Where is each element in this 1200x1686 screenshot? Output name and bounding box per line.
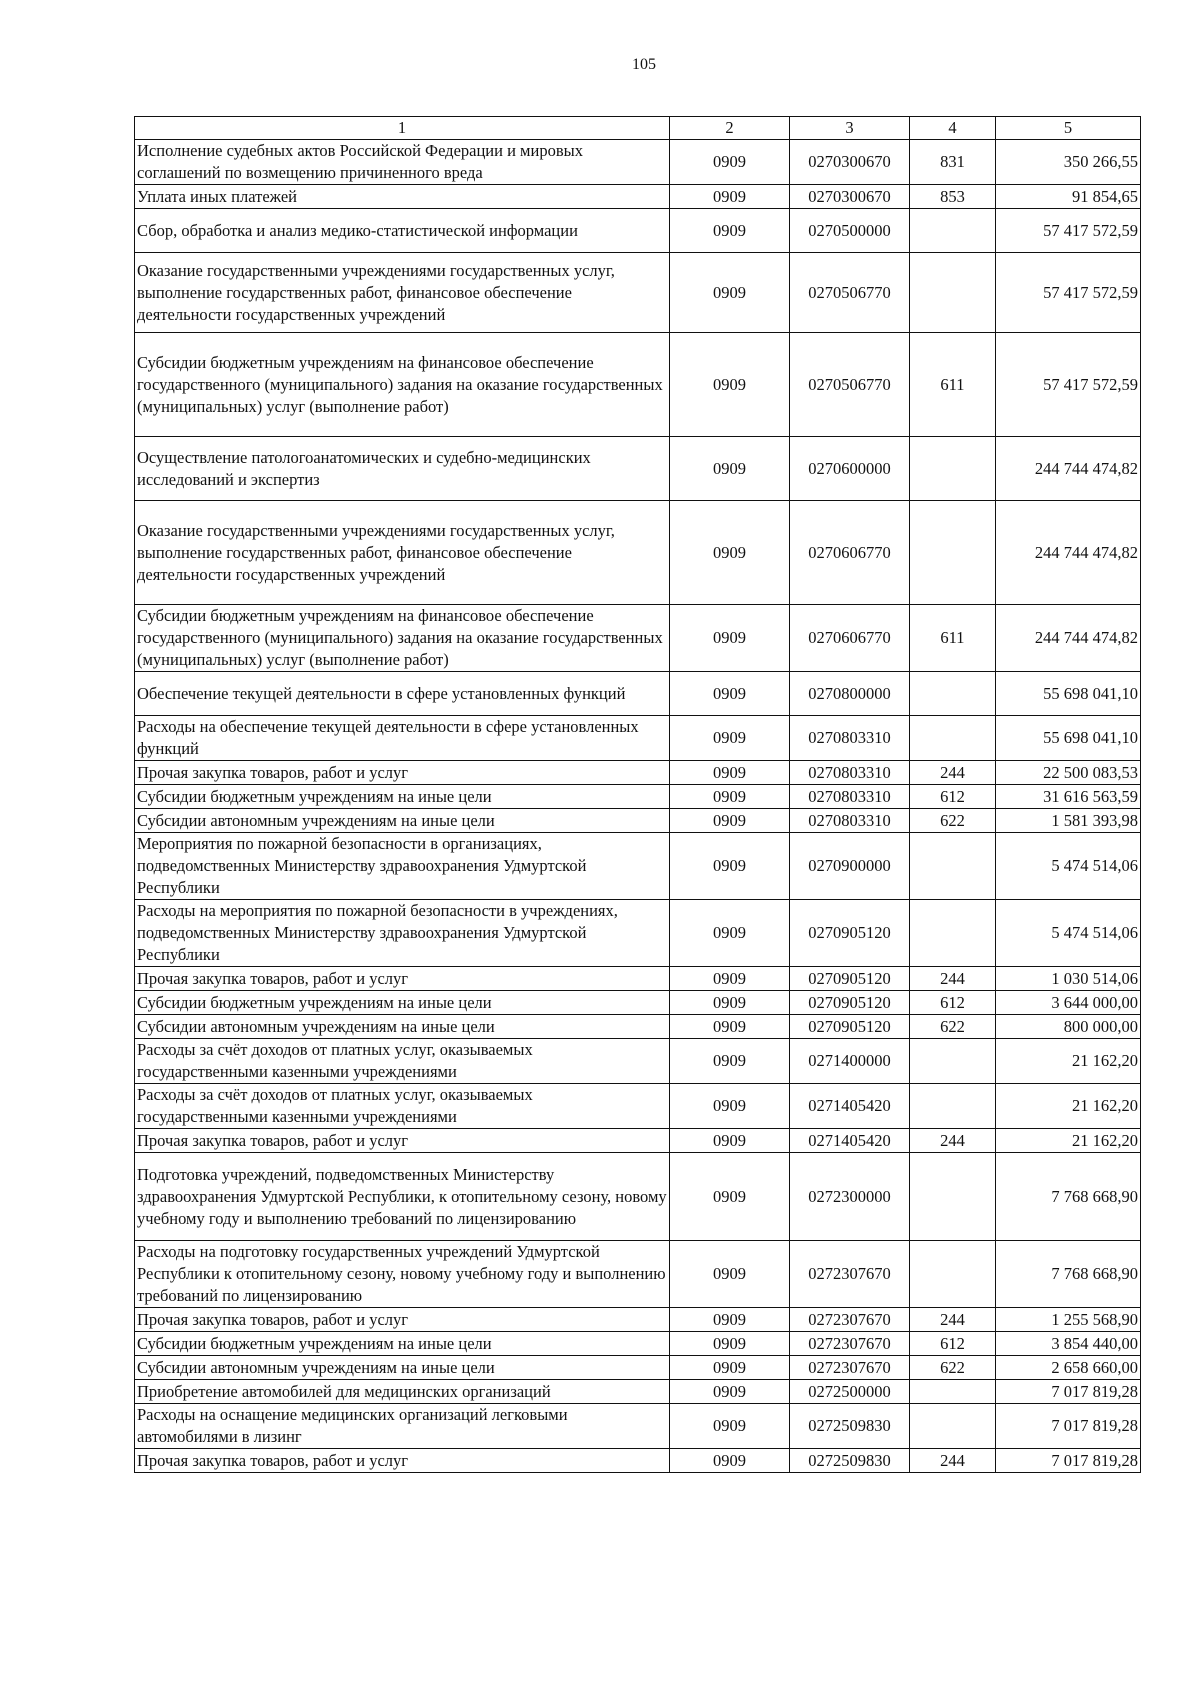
table-row [135,140,1141,185]
row-sum-cell: 7 768 668,90 [996,1153,1141,1241]
table-row [135,605,1141,672]
row-csr-cell: 0272307670 [790,1241,910,1308]
row-vr-cell [910,833,996,900]
row-vr-cell: 612 [910,785,996,809]
row-csr-cell: 0272509830 [790,1449,910,1473]
row-vr-cell [910,1380,996,1404]
table-row [135,1039,1141,1084]
column-header-section: 2 [670,117,790,140]
row-name-cell: Расходы на обеспечение текущей деятельности в сфере установленных функций [135,716,670,761]
row-sum-cell: 3 644 000,00 [996,991,1141,1015]
row-sum-cell: 31 616 563,59 [996,785,1141,809]
table-row [135,761,1141,785]
column-header-sum: 5 [996,117,1141,140]
row-name-cell: Субсидии бюджетным учреждениям на финансовое обеспечение государственного (муниципального) задания на оказание государственных (муниципальных) услуг (выполнение работ) [135,333,670,437]
row-section-cell: 0909 [670,333,790,437]
row-csr-cell: 0270905120 [790,991,910,1015]
row-section-cell: 0909 [670,761,790,785]
row-sum-cell: 2 658 660,00 [996,1356,1141,1380]
row-name-cell: Уплата иных платежей [135,185,670,209]
row-csr-cell: 0270803310 [790,809,910,833]
row-name-cell: Обеспечение текущей деятельности в сфере установленных функций [135,672,670,716]
row-vr-cell [910,716,996,761]
table-row [135,1129,1141,1153]
row-csr-cell: 0270300670 [790,140,910,185]
row-vr-cell: 244 [910,1129,996,1153]
row-sum-cell: 244 744 474,82 [996,605,1141,672]
row-vr-cell [910,1039,996,1084]
row-sum-cell: 57 417 572,59 [996,209,1141,253]
row-sum-cell: 1 030 514,06 [996,967,1141,991]
row-csr-cell: 0270606770 [790,501,910,605]
row-name-cell: Расходы за счёт доходов от платных услуг, оказываемых государственными казенными учреждениями [135,1039,670,1084]
row-section-cell: 0909 [670,1015,790,1039]
row-vr-cell [910,437,996,501]
row-sum-cell: 1 581 393,98 [996,809,1141,833]
row-csr-cell: 0270600000 [790,437,910,501]
row-sum-cell: 57 417 572,59 [996,333,1141,437]
budget-table [134,116,1141,1473]
table-row [135,1356,1141,1380]
row-name-cell: Субсидии автономным учреждениям на иные цели [135,809,670,833]
row-sum-cell: 57 417 572,59 [996,253,1141,333]
row-sum-cell: 244 744 474,82 [996,437,1141,501]
row-csr-cell: 0270803310 [790,716,910,761]
row-vr-cell: 831 [910,140,996,185]
row-name-cell: Прочая закупка товаров, работ и услуг [135,761,670,785]
row-sum-cell: 22 500 083,53 [996,761,1141,785]
row-section-cell: 0909 [670,253,790,333]
row-name-cell: Субсидии бюджетным учреждениям на иные цели [135,785,670,809]
row-section-cell: 0909 [670,833,790,900]
row-name-cell: Осуществление патологоанатомических и судебно-медицинских исследований и экспертиз [135,437,670,501]
row-name-cell: Прочая закупка товаров, работ и услуг [135,1308,670,1332]
row-csr-cell: 0270900000 [790,833,910,900]
row-sum-cell: 7 017 819,28 [996,1404,1141,1449]
row-vr-cell: 611 [910,333,996,437]
row-csr-cell: 0272500000 [790,1380,910,1404]
table-row [135,991,1141,1015]
table-row [135,967,1141,991]
row-section-cell: 0909 [670,605,790,672]
row-sum-cell: 7 768 668,90 [996,1241,1141,1308]
row-name-cell: Субсидии автономным учреждениям на иные цели [135,1356,670,1380]
table-row [135,672,1141,716]
row-vr-cell: 622 [910,1015,996,1039]
table-body [135,140,1141,1473]
row-vr-cell: 611 [910,605,996,672]
row-sum-cell: 91 854,65 [996,185,1141,209]
row-sum-cell: 244 744 474,82 [996,501,1141,605]
table-row [135,809,1141,833]
row-section-cell: 0909 [670,1356,790,1380]
row-csr-cell: 0271405420 [790,1129,910,1153]
table-row [135,209,1141,253]
column-header-csr: 3 [790,117,910,140]
table-row [135,1332,1141,1356]
row-csr-cell: 0272307670 [790,1308,910,1332]
row-section-cell: 0909 [670,1084,790,1129]
row-section-cell: 0909 [670,1380,790,1404]
table-row [135,1449,1141,1473]
row-name-cell: Расходы на оснащение медицинских организаций легковыми автомобилями в лизинг [135,1404,670,1449]
row-section-cell: 0909 [670,1129,790,1153]
table-row [135,716,1141,761]
table-row [135,1015,1141,1039]
row-vr-cell: 612 [910,991,996,1015]
row-name-cell: Субсидии бюджетным учреждениям на иные цели [135,1332,670,1356]
row-vr-cell [910,253,996,333]
header-row [135,117,1141,140]
row-csr-cell: 0270506770 [790,253,910,333]
table-row [135,185,1141,209]
row-section-cell: 0909 [670,501,790,605]
row-name-cell: Приобретение автомобилей для медицинских организаций [135,1380,670,1404]
table-row [135,253,1141,333]
row-name-cell: Расходы на подготовку государственных учреждений Удмуртской Республики к отопительному сезону, новому учебному году и выполнению требований по лицензированию [135,1241,670,1308]
table-row [135,1380,1141,1404]
row-name-cell: Субсидии бюджетным учреждениям на финансовое обеспечение государственного (муниципального) задания на оказание государственных (муниципальных) услуг (выполнение работ) [135,605,670,672]
row-sum-cell: 800 000,00 [996,1015,1141,1039]
row-csr-cell: 0271400000 [790,1039,910,1084]
row-sum-cell: 5 474 514,06 [996,833,1141,900]
row-vr-cell [910,1153,996,1241]
row-section-cell: 0909 [670,809,790,833]
table-row [135,785,1141,809]
row-csr-cell: 0270905120 [790,967,910,991]
row-csr-cell: 0270803310 [790,785,910,809]
row-section-cell: 0909 [670,1332,790,1356]
row-sum-cell: 5 474 514,06 [996,900,1141,967]
row-section-cell: 0909 [670,437,790,501]
row-sum-cell: 55 698 041,10 [996,716,1141,761]
row-name-cell: Исполнение судебных актов Российской Федерации и мировых соглашений по возмещению причиненного вреда [135,140,670,185]
row-csr-cell: 0270905120 [790,1015,910,1039]
row-vr-cell: 244 [910,1449,996,1473]
row-section-cell: 0909 [670,1241,790,1308]
row-vr-cell: 244 [910,1308,996,1332]
row-csr-cell: 0272509830 [790,1404,910,1449]
row-section-cell: 0909 [670,1449,790,1473]
row-csr-cell: 0270300670 [790,185,910,209]
row-sum-cell: 3 854 440,00 [996,1332,1141,1356]
row-vr-cell [910,1404,996,1449]
row-vr-cell [910,1084,996,1129]
page-number: 105 [632,56,656,73]
table-row [135,333,1141,437]
row-sum-cell: 350 266,55 [996,140,1141,185]
row-csr-cell: 0270905120 [790,900,910,967]
row-section-cell: 0909 [670,785,790,809]
row-sum-cell: 1 255 568,90 [996,1308,1141,1332]
row-section-cell: 0909 [670,209,790,253]
row-section-cell: 0909 [670,672,790,716]
row-sum-cell: 55 698 041,10 [996,672,1141,716]
row-vr-cell: 244 [910,967,996,991]
row-name-cell: Подготовка учреждений, подведомственных Министерству здравоохранения Удмуртской Республики, к отопительному сезону, новому учебному году и выполнению требований по лицензированию [135,1153,670,1241]
row-csr-cell: 0270800000 [790,672,910,716]
row-csr-cell: 0272307670 [790,1356,910,1380]
row-csr-cell: 0270606770 [790,605,910,672]
column-header-name: 1 [135,117,670,140]
table-row [135,1404,1141,1449]
row-section-cell: 0909 [670,185,790,209]
row-name-cell: Расходы за счёт доходов от платных услуг, оказываемых государственными казенными учреждениями [135,1084,670,1129]
row-vr-cell: 244 [910,761,996,785]
row-section-cell: 0909 [670,900,790,967]
row-sum-cell: 21 162,20 [996,1039,1141,1084]
row-csr-cell: 0272307670 [790,1332,910,1356]
row-vr-cell [910,1241,996,1308]
row-name-cell: Прочая закупка товаров, работ и услуг [135,967,670,991]
table-row [135,437,1141,501]
table-row [135,833,1141,900]
row-sum-cell: 7 017 819,28 [996,1380,1141,1404]
row-name-cell: Оказание государственными учреждениями государственных услуг, выполнение государственных работ, финансовое обеспечение деятельности государственных учреждений [135,501,670,605]
row-name-cell: Субсидии бюджетным учреждениям на иные цели [135,991,670,1015]
row-vr-cell [910,900,996,967]
row-name-cell: Расходы на мероприятия по пожарной безопасности в учреждениях, подведомственных Министерству здравоохранения Удмуртской Республики [135,900,670,967]
row-csr-cell: 0270803310 [790,761,910,785]
row-section-cell: 0909 [670,967,790,991]
row-section-cell: 0909 [670,716,790,761]
table-row [135,1153,1141,1241]
row-name-cell: Сбор, обработка и анализ медико-статистической информации [135,209,670,253]
row-vr-cell: 612 [910,1332,996,1356]
row-section-cell: 0909 [670,140,790,185]
row-vr-cell [910,209,996,253]
table-row [135,1084,1141,1129]
row-sum-cell: 21 162,20 [996,1129,1141,1153]
row-section-cell: 0909 [670,1308,790,1332]
column-header-vr: 4 [910,117,996,140]
row-csr-cell: 0272300000 [790,1153,910,1241]
row-section-cell: 0909 [670,1404,790,1449]
row-section-cell: 0909 [670,991,790,1015]
row-vr-cell [910,672,996,716]
row-vr-cell: 622 [910,1356,996,1380]
row-sum-cell: 7 017 819,28 [996,1449,1141,1473]
table-row [135,1241,1141,1308]
row-section-cell: 0909 [670,1153,790,1241]
row-name-cell: Прочая закупка товаров, работ и услуг [135,1129,670,1153]
row-vr-cell: 622 [910,809,996,833]
row-name-cell: Мероприятия по пожарной безопасности в организациях, подведомственных Министерству здравоохранения Удмуртской Республики [135,833,670,900]
row-vr-cell [910,501,996,605]
row-sum-cell: 21 162,20 [996,1084,1141,1129]
row-section-cell: 0909 [670,1039,790,1084]
row-csr-cell: 0271405420 [790,1084,910,1129]
row-csr-cell: 0270506770 [790,333,910,437]
row-name-cell: Оказание государственными учреждениями государственных услуг, выполнение государственных работ, финансовое обеспечение деятельности государственных учреждений [135,253,670,333]
row-csr-cell: 0270500000 [790,209,910,253]
row-name-cell: Субсидии автономным учреждениям на иные цели [135,1015,670,1039]
row-name-cell: Прочая закупка товаров, работ и услуг [135,1449,670,1473]
table-row [135,1308,1141,1332]
table-row [135,900,1141,967]
table-row [135,501,1141,605]
row-vr-cell: 853 [910,185,996,209]
